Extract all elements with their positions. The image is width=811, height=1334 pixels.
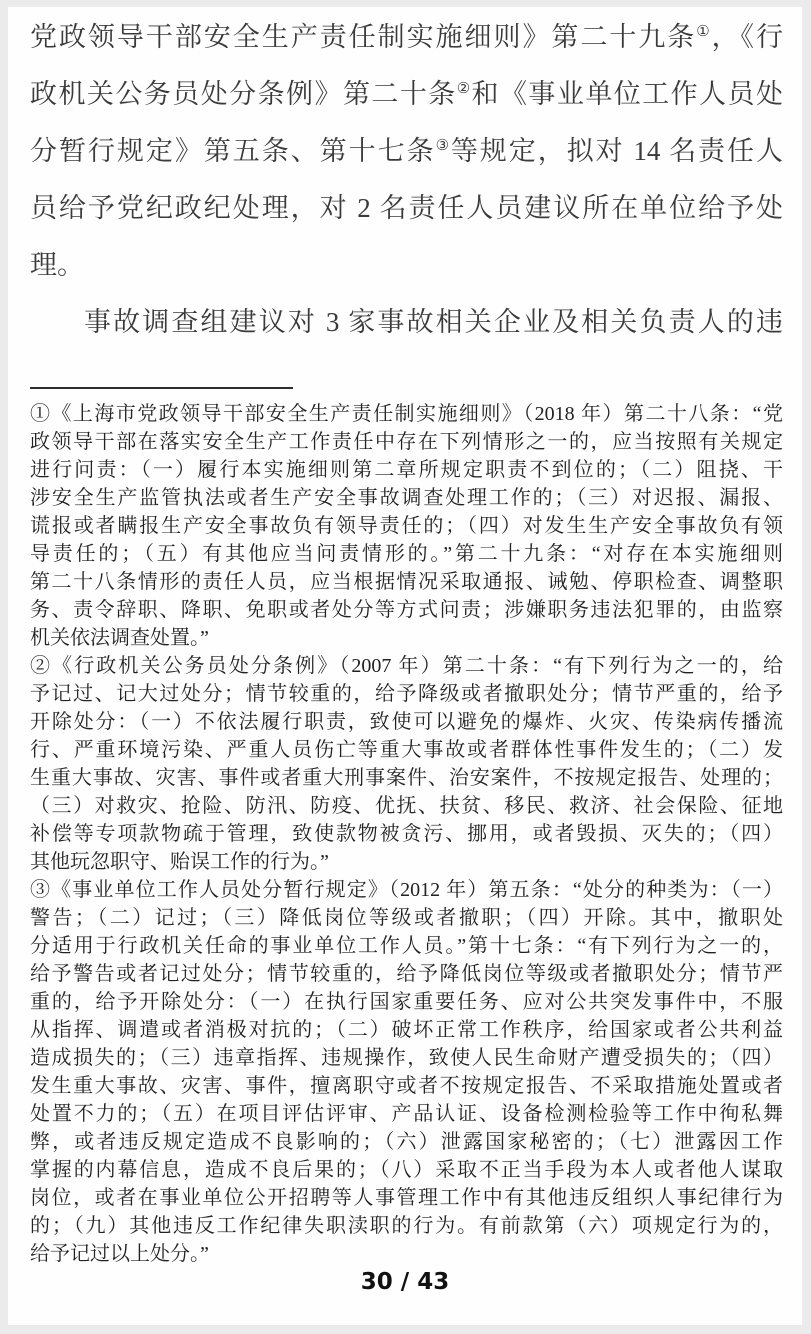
footnote-line [30, 960, 783, 988]
footnote-line [30, 540, 783, 568]
footnote-line [30, 904, 783, 932]
footnote-line [30, 764, 783, 792]
body-text-line [30, 180, 783, 237]
footnote-line [30, 876, 783, 904]
footnote-ref-superscript: ② [456, 81, 472, 97]
text-segment: ②《行政机关公务员处分条例》（2007 年）第二十条：“有下列行为之一的，给 [30, 655, 783, 677]
body-text-line [30, 66, 783, 123]
footnote-separator-rule [30, 387, 293, 389]
text-segment: 涉安全生产监管执法或者生产安全事故调查处理工作的；（三）对迟报、漏报、 [30, 487, 783, 509]
footnote-line [30, 456, 783, 484]
text-segment: 的；（九）其他违反工作纪律失职渎职的行为。有前款第（六）项规定行为的， [30, 1215, 783, 1237]
text-segment: 警告；（二）记过；（三）降低岗位等级或者撤职；（四）开除。其中，撤职处 [30, 907, 783, 929]
footnote-line [30, 792, 783, 820]
footnote-line [30, 484, 783, 512]
text-segment: 给予警告或者记过处分；情节较重的，给予降低岗位等级或者撤职处分；情节严 [30, 963, 783, 985]
text-segment: 政机关公务员处分条例》第二十条 [30, 79, 457, 109]
body-text-line [30, 123, 783, 180]
footnote-line [30, 736, 783, 764]
text-segment: 政领导干部在落实安全生产工作责任中存在下列情形之一的，应当按照有关规定 [30, 431, 783, 453]
footnote-line [30, 708, 783, 736]
text-segment: 其他玩忽职守、贻误工作的行为。” [30, 851, 329, 873]
text-segment: 处置不力的；（五）在项目评估评审、产品认证、设备检测检验等工作中徇私舞 [30, 1103, 783, 1125]
text-segment: ③《事业单位工作人员处分暂行规定》（2012 年）第五条：“处分的种类为：（一） [30, 879, 783, 901]
text-segment: 补偿等专项款物疏于管理，致使款物被贪污、挪用，或者毁损、灭失的；（四） [30, 823, 783, 845]
text-segment: 行、严重环境污染、严重人员伤亡等重大事故或者群体性事件发生的；（二）发 [30, 739, 783, 761]
footnote-line [30, 400, 783, 428]
footnote-line [30, 1072, 783, 1100]
body-text-line [30, 294, 783, 351]
text-segment: 发生重大事故、灾害、事件，擅离职守或者不按规定报告、不采取措施处置或者 [30, 1075, 783, 1097]
footnote-line [30, 624, 783, 652]
text-segment: ，《行 [711, 22, 783, 52]
text-segment: 导责任的；（五）有其他应当问责情形的。”第二十九条：“对存在本实施细则 [30, 543, 783, 565]
text-segment: 重的，给予开除处分：（一）在执行国家重要任务、应对公共突发事件中，不服 [30, 991, 783, 1013]
footnote-line [30, 1212, 783, 1240]
body-text-line [30, 237, 783, 294]
text-segment: 予记过、记大过处分；情节较重的，给予降级或者撤职处分；情节严重的，给予 [30, 683, 783, 705]
text-segment: 生重大事故、灾害、事件或者重大刑事案件、治安案件，不按规定报告、处理的； [30, 767, 783, 789]
footnotes-block [30, 400, 783, 1268]
footnote-line [30, 1128, 783, 1156]
footnote-line [30, 1044, 783, 1072]
text-segment: 进行问责：（一）履行本实施细则第二章所规定职责不到位的；（二）阻挠、干 [30, 459, 783, 481]
footnote-line [30, 428, 783, 456]
footnote-line [30, 848, 783, 876]
text-segment: 事故调查组建议对 3 家事故相关企业及相关负责人的违 [84, 307, 783, 337]
footnote-line [30, 988, 783, 1016]
text-segment: 和《事业单位工作人员处 [471, 79, 783, 109]
footnote-line [30, 596, 783, 624]
text-segment: 掌握的内幕信息，造成不良后果的；（八）采取不正当手段为本人或者他人谋取 [30, 1159, 783, 1181]
body-text-line [30, 9, 783, 66]
text-segment: 从指挥、调遣或者消极对抗的；（二）破坏正常工作秩序，给国家或者公共利益 [30, 1019, 783, 1041]
footnote-ref-superscript: ③ [435, 138, 451, 154]
footnote-line [30, 680, 783, 708]
footnote-line [30, 652, 783, 680]
text-segment: 等规定，拟对 14 名责任人 [450, 136, 783, 166]
page-number-indicator: 30 / 43 [360, 1269, 450, 1295]
text-segment: 谎报或者瞒报生产安全事故负有领导责任的；（四）对发生生产安全事故负有领 [30, 515, 783, 537]
text-segment: 造成损失的；（三）违章指挥、违规操作，致使人民生命财产遭受损失的；（四） [30, 1047, 783, 1069]
text-segment: （三）对救灾、抢险、防汛、防疫、优抚、扶贫、移民、救济、社会保险、征地 [30, 795, 783, 817]
text-segment: 党政领导干部安全生产责任制实施细则》第二十九条 [30, 22, 697, 52]
footnote-ref-superscript: ① [696, 24, 712, 40]
text-segment: 分适用于行政机关任命的事业单位工作人员。”第十七条：“有下列行为之一的， [30, 935, 783, 957]
text-segment: 务、责令辞职、降职、免职或者处分等方式问责；涉嫌职务违法犯罪的，由监察 [30, 599, 783, 621]
text-segment: 给予记过以上处分。” [30, 1243, 209, 1265]
body-text-block [30, 9, 783, 351]
footnote-line [30, 1184, 783, 1212]
text-segment: 岗位，或者在事业单位公开招聘等人事管理工作中有其他违反组织人事纪律行为 [30, 1187, 783, 1209]
text-segment: 弊，或者违反规定造成不良影响的；（六）泄露国家秘密的；（七）泄露因工作 [30, 1131, 783, 1153]
text-segment: 分暂行规定》第五条、第十七条 [30, 136, 436, 166]
footnote-line [30, 932, 783, 960]
text-segment: 第二十八条情形的责任人员，应当根据情况采取通报、诫勉、停职检查、调整职 [30, 571, 783, 593]
text-segment: 员给予党纪政纪处理，对 2 名责任人员建议所在单位给予处 [30, 193, 783, 223]
document-page [8, 7, 802, 1325]
footnote-line [30, 512, 783, 540]
text-segment: ①《上海市党政领导干部安全生产责任制实施细则》（2018 年）第二十八条：“党 [30, 403, 783, 425]
footnote-line [30, 1016, 783, 1044]
footnote-line [30, 1240, 783, 1268]
text-segment: 开除处分：（一）不依法履行职责，致使可以避免的爆炸、火灾、传染病传播流 [30, 711, 783, 733]
footnote-line [30, 1156, 783, 1184]
text-segment: 理。 [30, 250, 84, 280]
footnote-line [30, 568, 783, 596]
text-segment: 机关依法调查处置。” [30, 627, 209, 649]
footnote-line [30, 820, 783, 848]
footnote-line [30, 1100, 783, 1128]
